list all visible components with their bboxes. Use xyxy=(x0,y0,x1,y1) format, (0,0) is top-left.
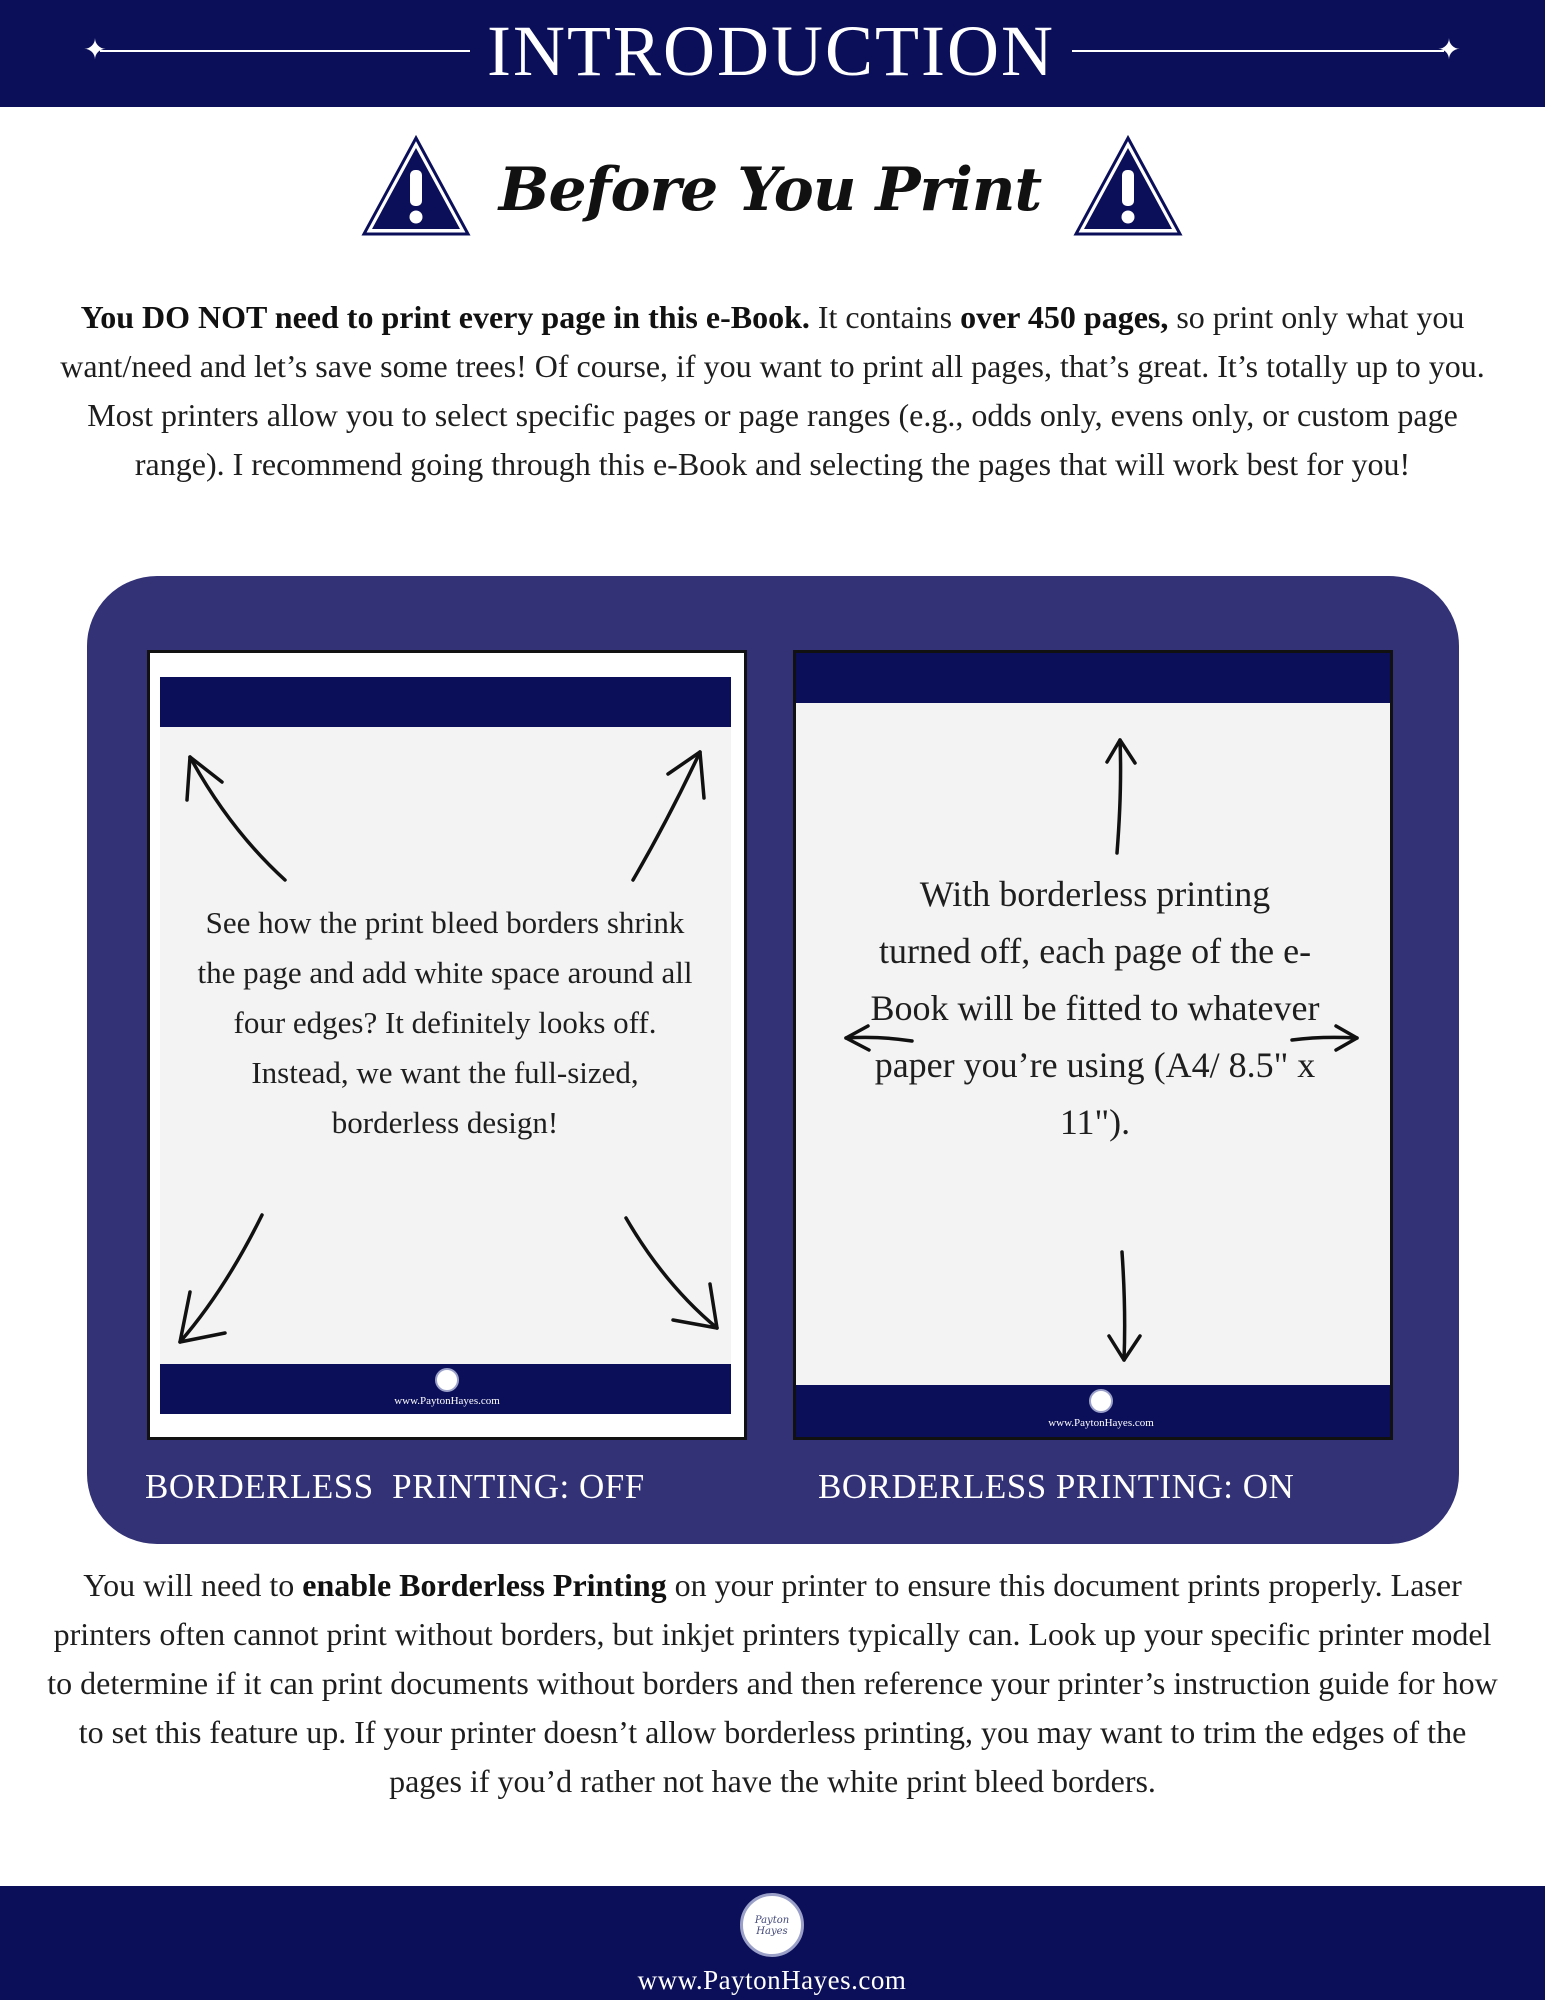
page-title: INTRODUCTION xyxy=(487,11,1055,91)
mini-footer-url: www.PaytonHayes.com xyxy=(394,1395,500,1407)
mini-footer-bar xyxy=(160,1364,731,1414)
section-title: Before You Print xyxy=(498,155,1042,225)
closing-text-1: You will need to xyxy=(83,1567,303,1603)
borderless-off-description: See how the print bleed borders shrink the page and add white space around all four edges? It definitely looks off. Instead, we want the full-sized, borderless design! xyxy=(197,905,693,1140)
borderless-on-description: With borderless printing turned off, each page of the e-Book will be fitted to whatever paper you’re using (A4/ 8.5" x 11"). xyxy=(870,874,1320,1142)
warning-triangle-icon xyxy=(360,134,472,238)
caption-borderless-off: BORDERLESS PRINTING: OFF xyxy=(145,1467,645,1506)
intro-text-2: so print only what you want/need and let’s save some trees! Of course, if you want to print all pages, that’s great. It’s totally up to you. Most printers allow you to select specific pages or page ranges (e.g., odds only, evens only, or custom page range). I recommend going through this e-Book and selecting the pages that will work best for you! xyxy=(60,299,1485,482)
closing-paragraph xyxy=(40,1561,1505,1806)
logo-seal xyxy=(1089,1389,1113,1413)
footer-url-link[interactable]: www.PaytonHayes.com xyxy=(637,1965,907,1995)
intro-paragraph xyxy=(40,293,1505,489)
sparkle-icon: ✦ xyxy=(1437,33,1461,66)
closing-bold-1: enable Borderless Printing xyxy=(302,1567,667,1603)
intro-bold-2: over 450 pages, xyxy=(960,299,1169,335)
mini-footer-bar xyxy=(796,1385,1390,1437)
intro-bold-1: You DO NOT need to print every page in this e-Book. xyxy=(80,299,810,335)
footer-logo-signature: Payton Hayes xyxy=(754,1915,790,1937)
header-rule-right xyxy=(1072,50,1444,52)
mini-footer-url: www.PaytonHayes.com xyxy=(1048,1417,1154,1429)
caption-borderless-on: BORDERLESS PRINTING: ON xyxy=(818,1467,1295,1506)
intro-text-1: It contains xyxy=(809,299,961,335)
mini-header-bar xyxy=(796,653,1390,703)
warning-triangle-icon xyxy=(1072,134,1184,238)
sparkle-icon: ✦ xyxy=(83,33,107,66)
logo-seal xyxy=(435,1368,459,1392)
header-rule-left xyxy=(100,50,470,52)
closing-text-2: on your printer to ensure this document prints properly. Laser printers often cannot print without borders, but inkjet printers typically can. Look up your specific printer model to determine if it can print documents without borders and then reference your printer’s instruction guide for how to set this feature up. If your printer doesn’t allow borderless printing, you may want to trim the edges of the pages if you’d rather not have the white print bleed borders. xyxy=(47,1567,1498,1799)
mini-header-bar xyxy=(160,677,731,727)
